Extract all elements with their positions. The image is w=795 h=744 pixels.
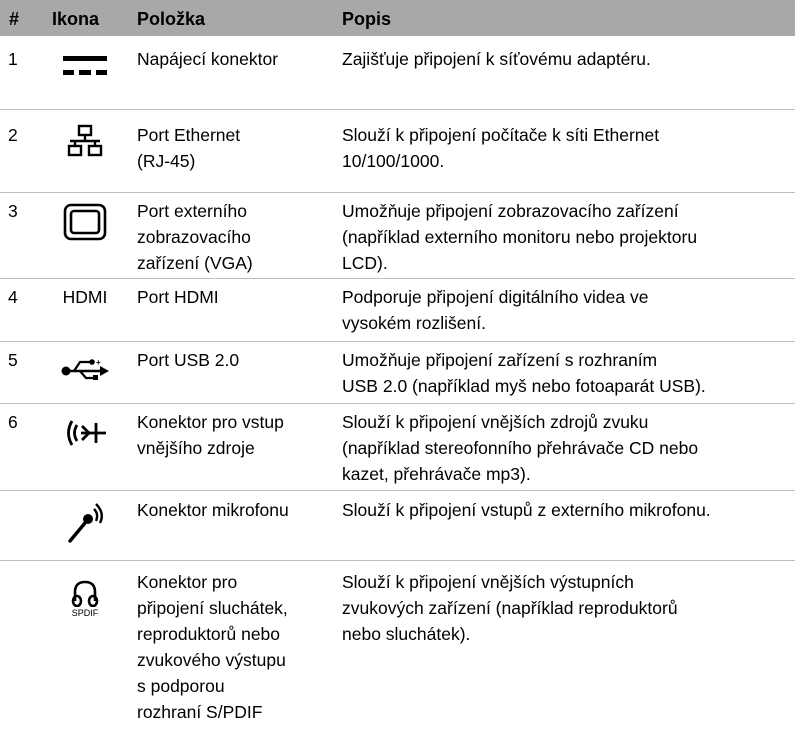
table-row bbox=[0, 404, 795, 491]
row-item: Port externího zobrazovacího zařízení (VGA) bbox=[137, 201, 253, 273]
row-desc: Zajišťuje připojení k síťovému adaptéru. bbox=[342, 49, 651, 69]
header-num: # bbox=[9, 9, 20, 29]
vga-monitor-icon bbox=[52, 203, 118, 241]
row-num: 4 bbox=[8, 287, 18, 307]
table-row bbox=[0, 110, 795, 193]
row-desc: Slouží k připojení počítače k síti Ethernet 10/100/1000. bbox=[342, 125, 660, 171]
svg-text:+: + bbox=[96, 358, 101, 367]
row-item: Port HDMI bbox=[137, 287, 219, 307]
hdmi-icon bbox=[52, 284, 118, 310]
row-item: Napájecí konektor bbox=[137, 49, 279, 69]
table-row bbox=[0, 279, 795, 342]
row-desc: Slouží k připojení vnějších zdrojů zvuku (například stereofonního přehrávače CD nebo kazet, přehrávače mp3). bbox=[342, 412, 699, 484]
row-desc: Umožňuje připojení zařízení s rozhraním USB 2.0 (například myš nebo fotoaparát USB). bbox=[342, 350, 706, 396]
row-num: 1 bbox=[8, 49, 18, 69]
spdif-label: SPDIF bbox=[71, 608, 99, 618]
row-desc: Slouží k připojení vstupů z externího mikrofonu. bbox=[342, 500, 711, 520]
power-connector-icon bbox=[52, 54, 118, 78]
row-num: 6 bbox=[8, 412, 18, 432]
row-desc: Slouží k připojení vnějších výstupních zvukových zařízení (například reproduktorů nebo sluchátek). bbox=[342, 572, 678, 644]
row-num: 2 bbox=[8, 125, 18, 145]
header-item: Položka bbox=[137, 9, 206, 29]
table-row bbox=[0, 193, 795, 279]
table-row bbox=[0, 491, 795, 561]
ethernet-icon bbox=[52, 124, 118, 158]
table-header bbox=[0, 0, 795, 36]
table-row bbox=[0, 342, 795, 404]
table-row bbox=[0, 36, 795, 110]
row-item: Port USB 2.0 bbox=[137, 350, 240, 370]
headphones-spdif-icon bbox=[52, 579, 118, 618]
row-item: Konektor mikrofonu bbox=[137, 500, 289, 520]
hdmi-icon-label: HDMI bbox=[62, 287, 108, 307]
microphone-icon bbox=[52, 501, 118, 545]
row-item: Konektor pro vstup vnějšího zdroje bbox=[137, 412, 284, 458]
audio-line-in-icon bbox=[52, 418, 118, 448]
table-row bbox=[0, 561, 795, 744]
row-item: Port Ethernet (RJ-45) bbox=[137, 125, 241, 171]
row-item: Konektor pro připojení sluchátek, reproduktorů nebo zvukového výstupu s podporou rozhraní S/PDIF bbox=[137, 572, 288, 722]
row-desc: Podporuje připojení digitálního videa ve vysokém rozlišení. bbox=[342, 287, 649, 333]
row-desc: Umožňuje připojení zobrazovacího zařízení (například externího monitoru nebo projektoru LCD). bbox=[342, 201, 698, 273]
usb-icon bbox=[52, 356, 118, 382]
row-num: 5 bbox=[8, 350, 18, 370]
header-desc: Popis bbox=[342, 9, 392, 29]
header-icon: Ikona bbox=[52, 9, 100, 29]
row-num: 3 bbox=[8, 201, 18, 221]
